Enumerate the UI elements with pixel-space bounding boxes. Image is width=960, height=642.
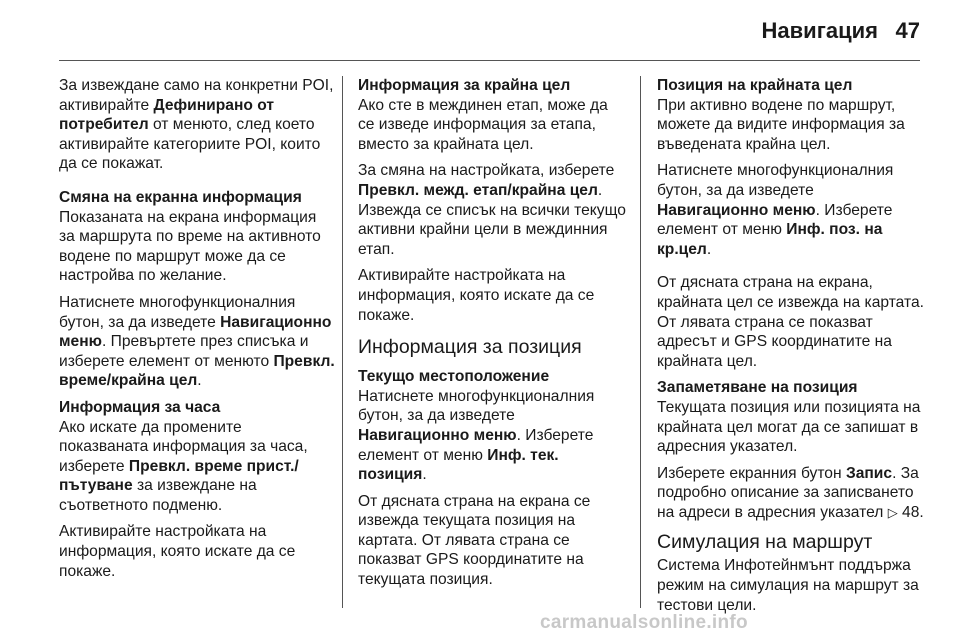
watermark: carmanualsonline.info [540, 612, 748, 633]
chapter-heading: Симулация на маршрут [657, 531, 873, 554]
section-heading: Текущо местоположение [358, 368, 550, 386]
paragraph: От дясната страна на екрана, крайната цел се извежда на картата. От лявата страна се показват адресът и GPS координатите на крайната цел. [657, 274, 924, 370]
paragraph: Показаната на екрана информация за маршрута по време на активното водене по маршрут може да се настройва по желание. [59, 208, 321, 285]
paragraph: Изберете екранния бутон Запис. За подробно описание за записването на адреси в адресния указател ▷ 48. [657, 464, 924, 521]
section-heading: Информация за крайна цел [358, 77, 571, 94]
section-heading: Смяна на екранна информация [59, 188, 302, 206]
page-title: Навигация [761, 18, 878, 43]
section-heading: Запаметяване на позиция [657, 379, 858, 397]
paragraph: Натиснете многофункционалния бутон, за да изведете Навигационно меню. Изберете елемент от меню Инф. тек. позиция. [358, 387, 595, 484]
column-divider-2 [640, 76, 641, 608]
header-rule [59, 60, 920, 61]
page-reference-icon: ▷ [887, 504, 898, 520]
paragraph: Текущата позиция или позицията на крайната цел могат да се запишат в адресния указател. [657, 398, 921, 456]
column-2 [358, 76, 628, 597]
section-heading: Позиция на крайната цел [657, 77, 853, 94]
paragraph: За смяна на настройката, изберете Превкл. межд. етап/крайна цел. Извежда се списък на всички текущо активни крайни цели в междинния етап. [358, 162, 626, 258]
chapter-heading: Информация за позиция [358, 336, 582, 359]
paragraph: При активно водене по маршрут, можете да видите информация за въведената крайна цел. [657, 96, 905, 153]
paragraph: Ако искате да промените показваната информация за часа, изберете Превкл. време прист./пътуване за извеждане на съответното подменю. [59, 418, 308, 514]
paragraph: Ако сте в междинен етап, може да се изведе информация за етапа, вместо за крайната цел. [358, 96, 608, 153]
paragraph: От дясната страна на екрана се извежда текущата позиция на картата. От лявата страна се показват GPS координатите на текущата позиция. [358, 492, 591, 589]
paragraph: Система Инфотейнмънт поддържа режим на симулация на маршрут за тестови цели. [657, 557, 919, 614]
paragraph: Активирайте настройката на информация, която искате да се покаже. [59, 523, 296, 580]
column-1 [59, 76, 335, 588]
paragraph: Натиснете многофункционалния бутон, за да изведете Навигационно меню. Изберете елемент от меню Инф. поз. на кр.цел. [657, 162, 894, 258]
page-header [0, 0, 960, 62]
paragraph: За извеждане само на конкретни POI, активирайте Дефинирано от потребител от менюто, след което активирайте категориите POI, които да се покажат. [59, 77, 334, 173]
page-number: 47 [895, 18, 920, 43]
paragraph: Натиснете многофункционалния бутон, за да изведете Навигационно меню. Превъртете през списъка и изберете елемент от менюто Превкл. време/крайна цел. [59, 293, 335, 390]
column-divider-1 [342, 76, 343, 608]
section-heading: Информация за часа [59, 398, 221, 416]
column-3 [657, 76, 929, 622]
paragraph: Активирайте настройката на информация, която искате да се покаже. [358, 267, 595, 324]
